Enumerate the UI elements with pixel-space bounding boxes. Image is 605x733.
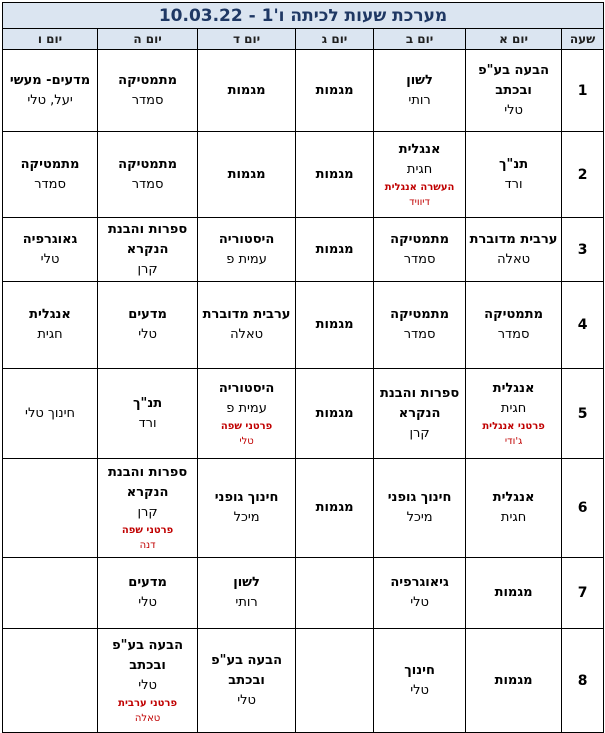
hour-number: 2 — [562, 132, 604, 218]
lesson-teacher: רותי — [235, 595, 258, 610]
lesson-subject: מגמות — [227, 82, 266, 98]
lesson-teacher: רותי — [408, 92, 431, 108]
lesson-cell — [296, 50, 374, 132]
lesson-teacher: טלי — [138, 595, 157, 610]
lesson-subject: מתמטיקה — [118, 72, 177, 88]
lesson-subject: הבעה בע"פ ובכתב — [211, 652, 283, 688]
table-row — [3, 50, 604, 132]
lesson-subject: מגמות — [315, 500, 354, 515]
lesson-cell — [3, 218, 98, 282]
extra-lesson-teacher: דיוויד — [409, 196, 430, 208]
lesson-subject: מתמטיקה — [484, 307, 543, 322]
extra-lesson-teacher: דנה — [139, 540, 156, 551]
lesson-subject: ספרות והבנת הנקרא — [107, 221, 188, 257]
lesson-subject: מגמות — [315, 82, 354, 98]
lesson-cell — [98, 558, 198, 629]
lesson-cell — [98, 629, 198, 733]
lesson-cell — [466, 282, 562, 369]
lesson-teacher: יעל, טלי — [27, 92, 73, 108]
lesson-cell — [198, 132, 296, 218]
header-hour: שעה — [562, 29, 604, 50]
lesson-subject: לשון — [406, 72, 433, 88]
lesson-teacher: טלי — [40, 251, 60, 267]
lesson-teacher: טאלה — [230, 327, 264, 342]
lesson-cell — [198, 218, 296, 282]
lesson-cell — [98, 50, 198, 132]
lesson-cell — [374, 459, 466, 558]
lesson-subject: מגמות — [227, 166, 266, 182]
lesson-subject: ערבית מדוברת — [469, 231, 558, 247]
lesson-subject: אנגלית — [492, 490, 535, 505]
lesson-subject: גאוגרפיה — [22, 231, 78, 247]
lesson-subject: ספרות והבנת הנקרא — [107, 465, 188, 500]
lesson-teacher: קרן — [137, 261, 158, 277]
lesson-teacher: טלי — [410, 682, 429, 698]
lesson-subject: ספרות והבנת הנקרא — [379, 385, 460, 421]
header-day-b: יום ב — [374, 29, 466, 50]
lesson-subject: אנגלית — [492, 380, 535, 396]
lesson-teacher: חגית — [500, 510, 527, 525]
schedule-title: מערכת שעות לכיתה ו'1 - 10.03.22 — [3, 3, 604, 29]
header-day-f: יום ו — [3, 29, 98, 50]
lesson-cell — [296, 282, 374, 369]
lesson-teacher: סמדר — [131, 92, 164, 108]
lesson-teacher: טלי — [138, 677, 157, 693]
lesson-cell — [296, 218, 374, 282]
header-day-c: יום ג — [296, 29, 374, 50]
lesson-teacher: חגית — [500, 400, 527, 416]
lesson-subject: היסטוריה — [218, 231, 275, 247]
lesson-subject: תנ"ך — [133, 395, 163, 411]
lesson-cell — [198, 282, 296, 369]
lesson-teacher: עמית פ — [226, 251, 267, 267]
lesson-cell — [198, 50, 296, 132]
lesson-subject: מתמטיקה — [20, 156, 80, 172]
lesson-teacher: ורד — [138, 415, 157, 431]
extra-lesson-subject: פרטני אנגלית — [482, 420, 545, 432]
lesson-subject: חינוך גופני — [387, 490, 452, 505]
extra-lesson-subject: פרטני שפה — [220, 420, 273, 432]
hour-number: 3 — [562, 218, 604, 282]
lesson-subject: מגמות — [315, 317, 354, 332]
lesson-cell — [3, 459, 98, 558]
schedule-body — [3, 50, 604, 733]
extra-lesson-subject: פרטני שפה — [121, 525, 174, 536]
lesson-cell — [3, 282, 98, 369]
lesson-cell — [98, 369, 198, 459]
lesson-subject: חינוך גופני — [214, 490, 279, 505]
lesson-subject: מדעים — [128, 307, 167, 322]
lesson-cell — [198, 459, 296, 558]
lesson-subject: מגמות — [315, 241, 354, 257]
lesson-subject: מתמטיקה — [390, 231, 449, 247]
lesson-cell — [3, 369, 98, 459]
lesson-cell — [374, 629, 466, 733]
lesson-subject: לשון — [233, 575, 260, 590]
header-day-a: יום א — [466, 29, 562, 50]
lesson-teacher: טלי — [410, 595, 429, 610]
lesson-cell — [3, 558, 98, 629]
hour-number: 8 — [562, 629, 604, 733]
lesson-subject: היסטוריה — [218, 380, 275, 396]
lesson-cell — [98, 132, 198, 218]
lesson-teacher: מיכל — [406, 510, 433, 525]
lesson-teacher: ורד — [504, 176, 523, 192]
lesson-subject: מגמות — [315, 405, 354, 421]
lesson-cell — [98, 282, 198, 369]
table-row — [3, 629, 604, 733]
table-row — [3, 459, 604, 558]
header-day-d: יום ד — [198, 29, 296, 50]
lesson-cell — [374, 132, 466, 218]
lesson-teacher: חגית — [406, 161, 433, 177]
lesson-cell — [3, 50, 98, 132]
lesson-teacher: קרן — [137, 505, 158, 520]
header-row — [3, 29, 604, 50]
lesson-cell — [198, 369, 296, 459]
lesson-cell — [198, 629, 296, 733]
extra-lesson-subject: העשרה אנגלית — [384, 181, 455, 193]
hour-number: 6 — [562, 459, 604, 558]
extra-lesson-teacher: ג'ודי — [504, 435, 523, 447]
lesson-teacher: סמדר — [497, 327, 530, 342]
lesson-subject: מגמות — [494, 672, 533, 688]
lesson-subject: אנגלית — [398, 141, 441, 157]
hour-number: 5 — [562, 369, 604, 459]
hour-number: 7 — [562, 558, 604, 629]
lesson-subject: מתמטיקה — [118, 156, 177, 172]
lesson-subject: תנ"ך — [499, 156, 529, 172]
lesson-teacher: טלי — [138, 327, 157, 342]
lesson-teacher: חגית — [37, 327, 63, 342]
lesson-cell — [3, 132, 98, 218]
lesson-teacher: קרן — [409, 425, 430, 441]
lesson-cell — [296, 459, 374, 558]
table-row — [3, 369, 604, 459]
lesson-cell — [374, 558, 466, 629]
lesson-cell — [374, 50, 466, 132]
lesson-subject: ערבית מדוברת — [202, 307, 291, 322]
lesson-subject: גיאוגרפיה — [390, 575, 449, 590]
lesson-cell — [198, 558, 296, 629]
lesson-teacher: סמדר — [131, 176, 164, 192]
lesson-cell — [466, 132, 562, 218]
extra-lesson-teacher: טאלה — [134, 712, 161, 724]
lesson-cell — [374, 282, 466, 369]
lesson-cell — [374, 218, 466, 282]
lesson-subject: מדעים — [128, 575, 167, 590]
lesson-teacher: עמית פ — [226, 400, 267, 416]
lesson-subject: מתמטיקה — [390, 307, 449, 322]
table-row — [3, 282, 604, 369]
lesson-cell — [296, 629, 374, 733]
lesson-teacher: טלי — [504, 102, 523, 118]
table-row — [3, 218, 604, 282]
lesson-subject: הבעה בע"פ ובכתב — [478, 62, 550, 98]
lesson-cell — [296, 558, 374, 629]
table-row — [3, 132, 604, 218]
lesson-cell — [466, 218, 562, 282]
lesson-subject: מגמות — [494, 585, 533, 600]
lesson-teacher: טלי — [237, 692, 256, 708]
lesson-teacher: סמדר — [34, 176, 66, 192]
lesson-subject: מגמות — [315, 166, 354, 182]
lesson-subject: הבעה בע"פ ובכתב — [112, 637, 184, 673]
hour-number: 1 — [562, 50, 604, 132]
lesson-teacher: טאלה — [497, 251, 531, 267]
lesson-cell — [466, 50, 562, 132]
lesson-teacher: מיכל — [233, 510, 260, 525]
lesson-cell — [98, 459, 198, 558]
lesson-cell — [374, 369, 466, 459]
lesson-teacher: סמדר — [403, 251, 436, 267]
lesson-cell — [466, 459, 562, 558]
lesson-cell — [466, 629, 562, 733]
lesson-cell — [296, 132, 374, 218]
lesson-cell — [296, 369, 374, 459]
lesson-subject: חינוך — [404, 662, 435, 678]
lesson-teacher: חינוך טלי — [25, 405, 76, 421]
lesson-subject: מדעים- מעשי — [9, 72, 91, 88]
header-day-e: יום ה — [98, 29, 198, 50]
schedule-table — [2, 2, 604, 733]
lesson-teacher: סמדר — [403, 327, 436, 342]
extra-lesson-subject: פרטני ערבית — [118, 697, 178, 709]
table-row — [3, 558, 604, 629]
lesson-cell — [3, 629, 98, 733]
hour-number: 4 — [562, 282, 604, 369]
lesson-cell — [98, 218, 198, 282]
lesson-cell — [466, 558, 562, 629]
lesson-cell — [466, 369, 562, 459]
extra-lesson-teacher: טלי — [239, 435, 254, 447]
lesson-subject: אנגלית — [29, 307, 71, 322]
